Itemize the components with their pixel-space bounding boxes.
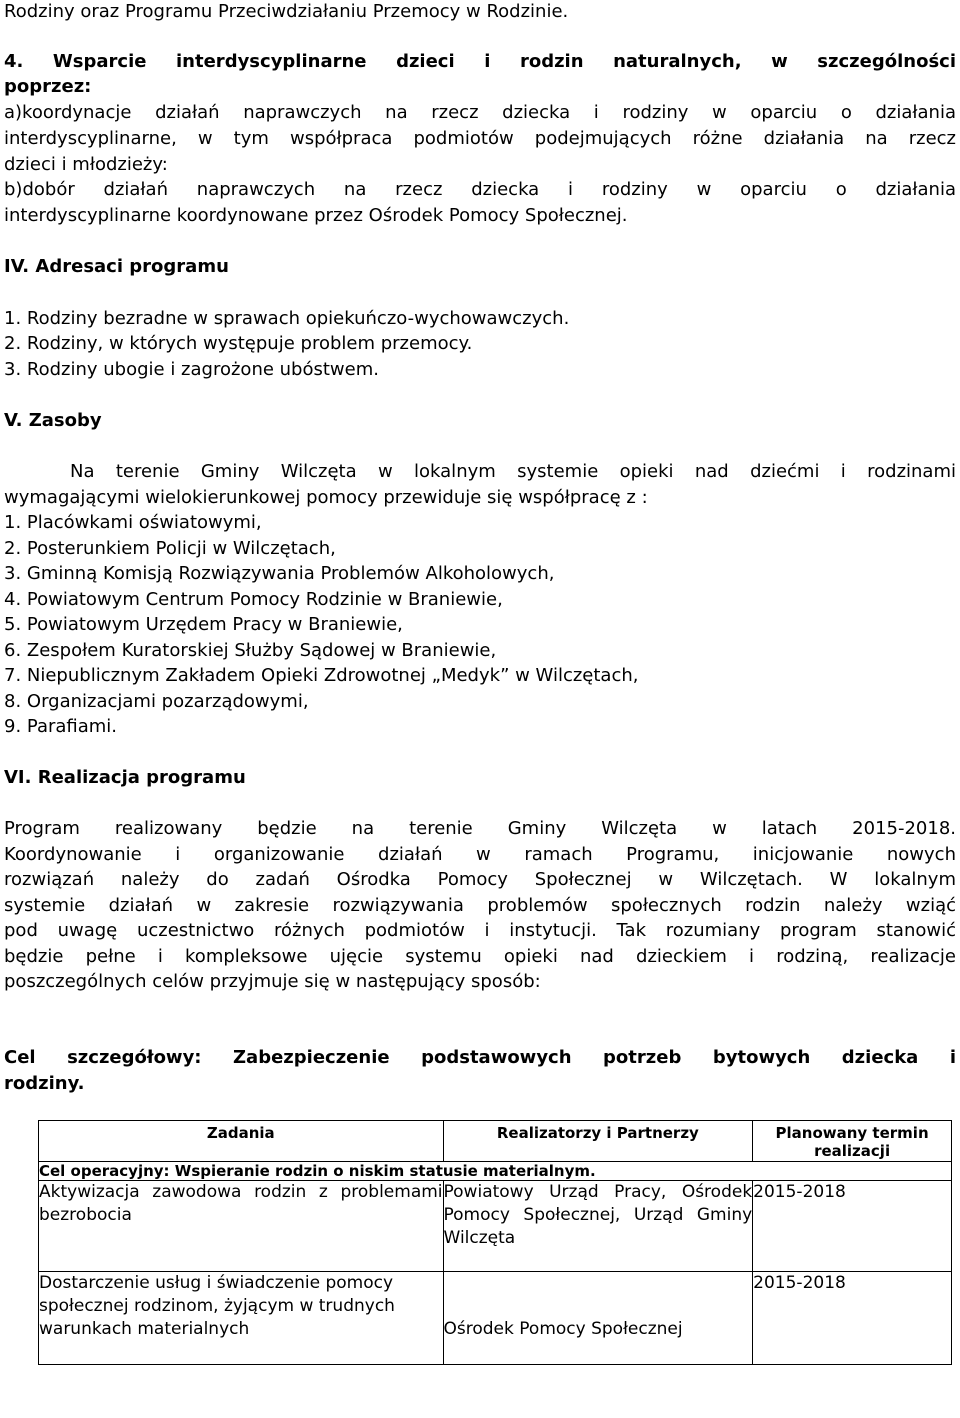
list-item: 4. Powiatowym Centrum Pomocy Rodzinie w Braniewie, [4,589,503,610]
section-heading-zasoby: V. Zasoby [4,410,102,431]
text-line: poszczególnych celów przyjmuje się w następujący sposób: [4,971,541,992]
list-item: 8. Organizacjami pozarządowymi, [4,691,309,712]
term-cell: 2015-2018 [753,1181,952,1272]
text-line: interdyscyplinarne, w tym współpraca podmiotów podejmujących różne działania na rzecz [4,128,956,149]
column-header-zadania: Zadania [39,1121,444,1162]
task-cell: Aktywizacja zawodowa rodzin z problemami bezrobocia [39,1181,444,1272]
text-line: dzieci i młodzieży: [4,154,168,175]
text-line: interdyscyplinarne koordynowane przez Ośrodek Pomocy Społecznej. [4,205,628,226]
section-heading: 4. Wsparcie interdyscyplinarne dzieci i rodzin naturalnych, w szczególności [4,51,956,72]
text-line: Koordynowanie i organizowanie działań w ramach Programu, inicjowanie nowych [4,844,956,865]
column-header-termin: Planowany termin realizacji [753,1121,952,1162]
text-line: systemie działań w zakresie rozwiązywania problemów społecznych rodzin należy wziąć [4,895,956,916]
list-item: 1. Placówkami oświatowymi, [4,512,262,533]
task-cell: Dostarczenie usług i świadczenie pomocy społecznej rodzinom, żyjącym w trudnych warunkach materialnych [39,1272,444,1365]
list-item: 7. Niepublicznym Zakładem Opieki Zdrowotnej „Medyk” w Wilczętach, [4,665,639,686]
cel-szczegolowy-heading: rodziny. [4,1073,85,1094]
text-line: b)dobór działań naprawczych na rzecz dziecka i rodziny w oparciu o działania [4,179,956,200]
table-row [39,1181,952,1272]
list-item: 5. Powiatowym Urzędem Pracy w Braniewie, [4,614,403,635]
cel-operacyjny-row [39,1162,952,1181]
list-item: 2. Rodziny, w których występuje problem przemocy. [4,333,473,354]
list-item: 1. Rodziny bezradne w sprawach opiekuńczo-wychowawczych. [4,308,570,329]
cel-szczegolowy-heading: Cel szczegółowy: Zabezpieczenie podstawowych potrzeb bytowych dziecka i [4,1047,956,1068]
list-item: 3. Gminną Komisją Rozwiązywania Problemów Alkoholowych, [4,563,555,584]
text-line: wymagającymi wielokierunkowej pomocy przewiduje się współpracę z : [4,487,648,508]
partners-cell: Powiatowy Urząd Pracy, Ośrodek Pomocy Społecznej, Urząd Gminy Wilczęta [443,1181,753,1272]
text-line: Program realizowany będzie na terenie Gminy Wilczęta w latach 2015-2018. [4,818,956,839]
text-line: Na terenie Gminy Wilczęta w lokalnym systemie opieki nad dziećmi i rodzinami [70,461,956,482]
section-heading-adresaci: IV. Adresaci programu [4,256,229,277]
text-line: a)koordynacje działań naprawczych na rzecz dziecka i rodziny w oparciu o działania [4,102,956,123]
text-line: rozwiązań należy do zadań Ośrodka Pomocy Społecznej w Wilczętach. W lokalnym [4,869,956,890]
partners-cell: Ośrodek Pomocy Społecznej [443,1272,753,1365]
plan-table [38,1120,952,1365]
table-header-row [39,1121,952,1162]
text-line: będzie pełne i kompleksowe ujęcie systemu opieki nad dzieckiem i rodziną, realizacje [4,946,956,967]
text-line: Rodziny oraz Programu Przeciwdziałaniu Przemocy w Rodzinie. [4,1,569,22]
section-heading-realizacja: VI. Realizacja programu [4,767,246,788]
list-item: 9. Parafiami. [4,716,118,737]
cel-operacyjny-cell: Cel operacyjny: Wspieranie rodzin o niskim statusie materialnym. [39,1162,952,1181]
list-item: 6. Zespołem Kuratorskiej Służby Sądowej w Braniewie, [4,640,497,661]
list-item: 2. Posterunkiem Policji w Wilczętach, [4,538,336,559]
column-header-realizatorzy: Realizatorzy i Partnerzy [443,1121,753,1162]
table-row [39,1272,952,1365]
list-item: 3. Rodziny ubogie i zagrożone ubóstwem. [4,359,379,380]
term-cell: 2015-2018 [753,1272,952,1365]
section-heading: poprzez: [4,76,92,97]
text-line: pod uwagę uczestnictwo różnych podmiotów i instytucji. Tak rozumiany program stanowić [4,920,956,941]
